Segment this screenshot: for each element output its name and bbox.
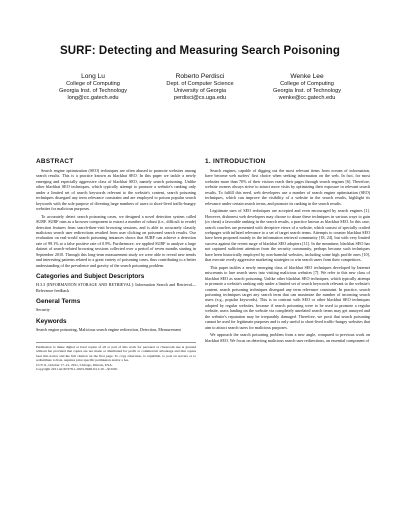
author-affiliation: College of Computing: [66, 81, 120, 87]
copyright-footnote: [36, 342, 196, 371]
author-block: [40, 73, 360, 102]
permission-text: Permission to make digital or hard copies of all or part of this work for personal or classroom use is granted without fee provided that copies are not made or distributed for profit or commercial advantage and that copies bear this notice and the full citation on the first page. To copy otherwise, to republish, to post on servers or to redistribute to lists, requires prior specific permission and/or a fee.: [36, 344, 196, 363]
right-column: [205, 158, 370, 345]
copyright-info: Copyright 2011 ACM 978-1-4503-0948-6/11/10 ...$10.00.: [36, 367, 118, 371]
author-name: Long Lu: [81, 73, 105, 80]
author-affiliation: Georgia Inst. of Technology: [59, 88, 127, 95]
general-terms-text: Security: [36, 307, 50, 313]
abstract-paragraph: To accurately detect search poisoning cases, we designed a novel detection system called SURF. SURF runs as a browser component to extract a number of robust (i.e., difficult to evade) detection features from search-then-visit browsing sessions, and is able to accurately classify malicious search user redirections resulted from user clicking on poisoned search results. Our evaluation on real-world search poisoning instances shows that SURF can achieve a detection rate of 99.1% at a false positive rate of 0.9%. Furthermore, we applied SURF to analyze a large dataset of search-related browsing sessions collected over a period of seven months starting in September 2010. Through this long-term measurement study we were able to reveal new trends and interesting patterns related to a great variety of poisoning cases, thus contributing to a better understanding of the prevalence and gravity of the search poisoning problem.: [36, 213, 196, 268]
author-affiliation: Georgia Inst. of Technology: [273, 88, 341, 95]
paper-title: SURF: Detecting and Measuring Search Poisoning: [60, 45, 340, 57]
categories-heading: Categories and Subject Descriptors: [36, 273, 145, 281]
author-affiliation: College of Computing: [280, 81, 334, 87]
left-column: [36, 158, 196, 371]
author-email: perdisci@cs.uga.edu: [173, 95, 227, 102]
author-email: wenke@cc.gatech.edu: [278, 95, 336, 102]
author-name: Roberto Perdisci: [175, 73, 225, 80]
author-affiliation: Dept. of Computer Science: [166, 81, 234, 87]
introduction-heading: 1. INTRODUCTION: [205, 158, 266, 165]
conference-info: CCS'11, October 17–21, 2011, Chicago, Illinois, USA.: [36, 362, 113, 367]
author-affiliation: University of Georgia: [173, 88, 227, 95]
intro-paragraph: We approach the search poisoning problem from a new angle, compared to previous work on blackhat SEO. We focus on detecting malicious search user redirections, an essential component of: [205, 332, 370, 343]
general-terms-heading: General Terms: [36, 298, 81, 306]
abstract-heading: ABSTRACT: [36, 158, 74, 165]
author-2: [147, 73, 253, 102]
author-1: [40, 73, 146, 102]
author-3: [254, 73, 360, 102]
author-email: long@cc.gatech.edu: [67, 95, 119, 102]
intro-paragraph: Legitimate uses of SEO techniques are accepted and even encouraged by search engines [1]. However, dishonest web developers may choose to abuse these techniques in various ways to gain (or cheat) a favorable ranking in the search results, a practice known as blackhat SEO. In this case, search crawlers are presented with deceptive views of a website, which consist of specially crafted webpages with inflated relevance to a set of target search terms. Attempts to counter blackhat SEO have been proposed mainly in the information retrieval community [18, 24], but with very limited success against the recent surge of blackhat SEO adopters [11]. In the meantime, blackhat SEO has not captured sufficient attention from the security community, perhaps because such techniques have been historically employed by non-harmful websites, including some high profile ones [10], that execute overly aggressive marketing strategies to win search users from their competitors.: [205, 208, 370, 263]
categories-text: H.3.3 [INFORMATION STORAGE AND RETRIEVAL]: Information Search and Retrieval—Relevance feedback: [36, 282, 196, 293]
intro-paragraph: This paper tackles a newly emerging class of blackhat SEO techniques developed by Internet miscreants to lure search users into visiting malicious websites [7]. We refer to this new class of blackhat SEO as search poisoning. Unlike other blackhat SEO techniques, which typically attempt to promote a website's ranking only under a limited set of search keywords relevant to the website's content, search poisoning techniques disregard any term relevance constraint. In practice, search poisoning techniques target any search term that can maximize the number of incoming search users (e.g., popular keywords). This is in contrast with SEO or other blackhat SEO techniques adopted by regular websites, because if search poisoning were to be used to promote a regular website, users landing on the website via completely unrelated search terms may get annoyed and the website's reputation may be irreparably damaged. Therefore, we posit that search poisoning cannot be used for legitimate purposes and is only useful to short-lived traffic-hungry websites that aim to attract search users for malicious purposes.: [205, 264, 370, 330]
intro-paragraph: Search engines, capable of digging out the most relevant items from oceans of information, have become web surfers' first choice when seeking information on the web. In fact, for most websites more than 70% of their visitors reach their pages through search engines [6]. Therefore, website owners always strive to attract more visits by optimizing their exposure in relevant search results. To fulfill this need, web developers use a number of search engine optimization (SEO) techniques, which can improve the visibility of a website in the search results, highlight its relevance under certain search terms, and promote its ranking in the search results.: [205, 168, 370, 206]
author-name: Wenke Lee: [290, 73, 324, 80]
abstract-paragraph: Search engine optimization (SEO) techniques are often abused to promote websites among search results. This is a practice known as blackhat SEO. In this paper we tackle a newly emerging and especially aggressive class of blackhat SEO, namely search poisoning. Unlike other blackhat SEO techniques, which typically attempt to promote a website's ranking only under a limited set of search keywords relevant to the website's content, search poisoning techniques disregard any term relevance constraint and are employed to poison popular search keywords with the sole purpose of diverting large numbers of users to short-lived traffic-hungry websites for malicious purposes.: [36, 168, 196, 212]
keywords-heading: Keywords: [36, 317, 67, 325]
keywords-text: Search engine poisoning, Malicious search engine redirection, Detection, Measurement: [36, 326, 181, 332]
